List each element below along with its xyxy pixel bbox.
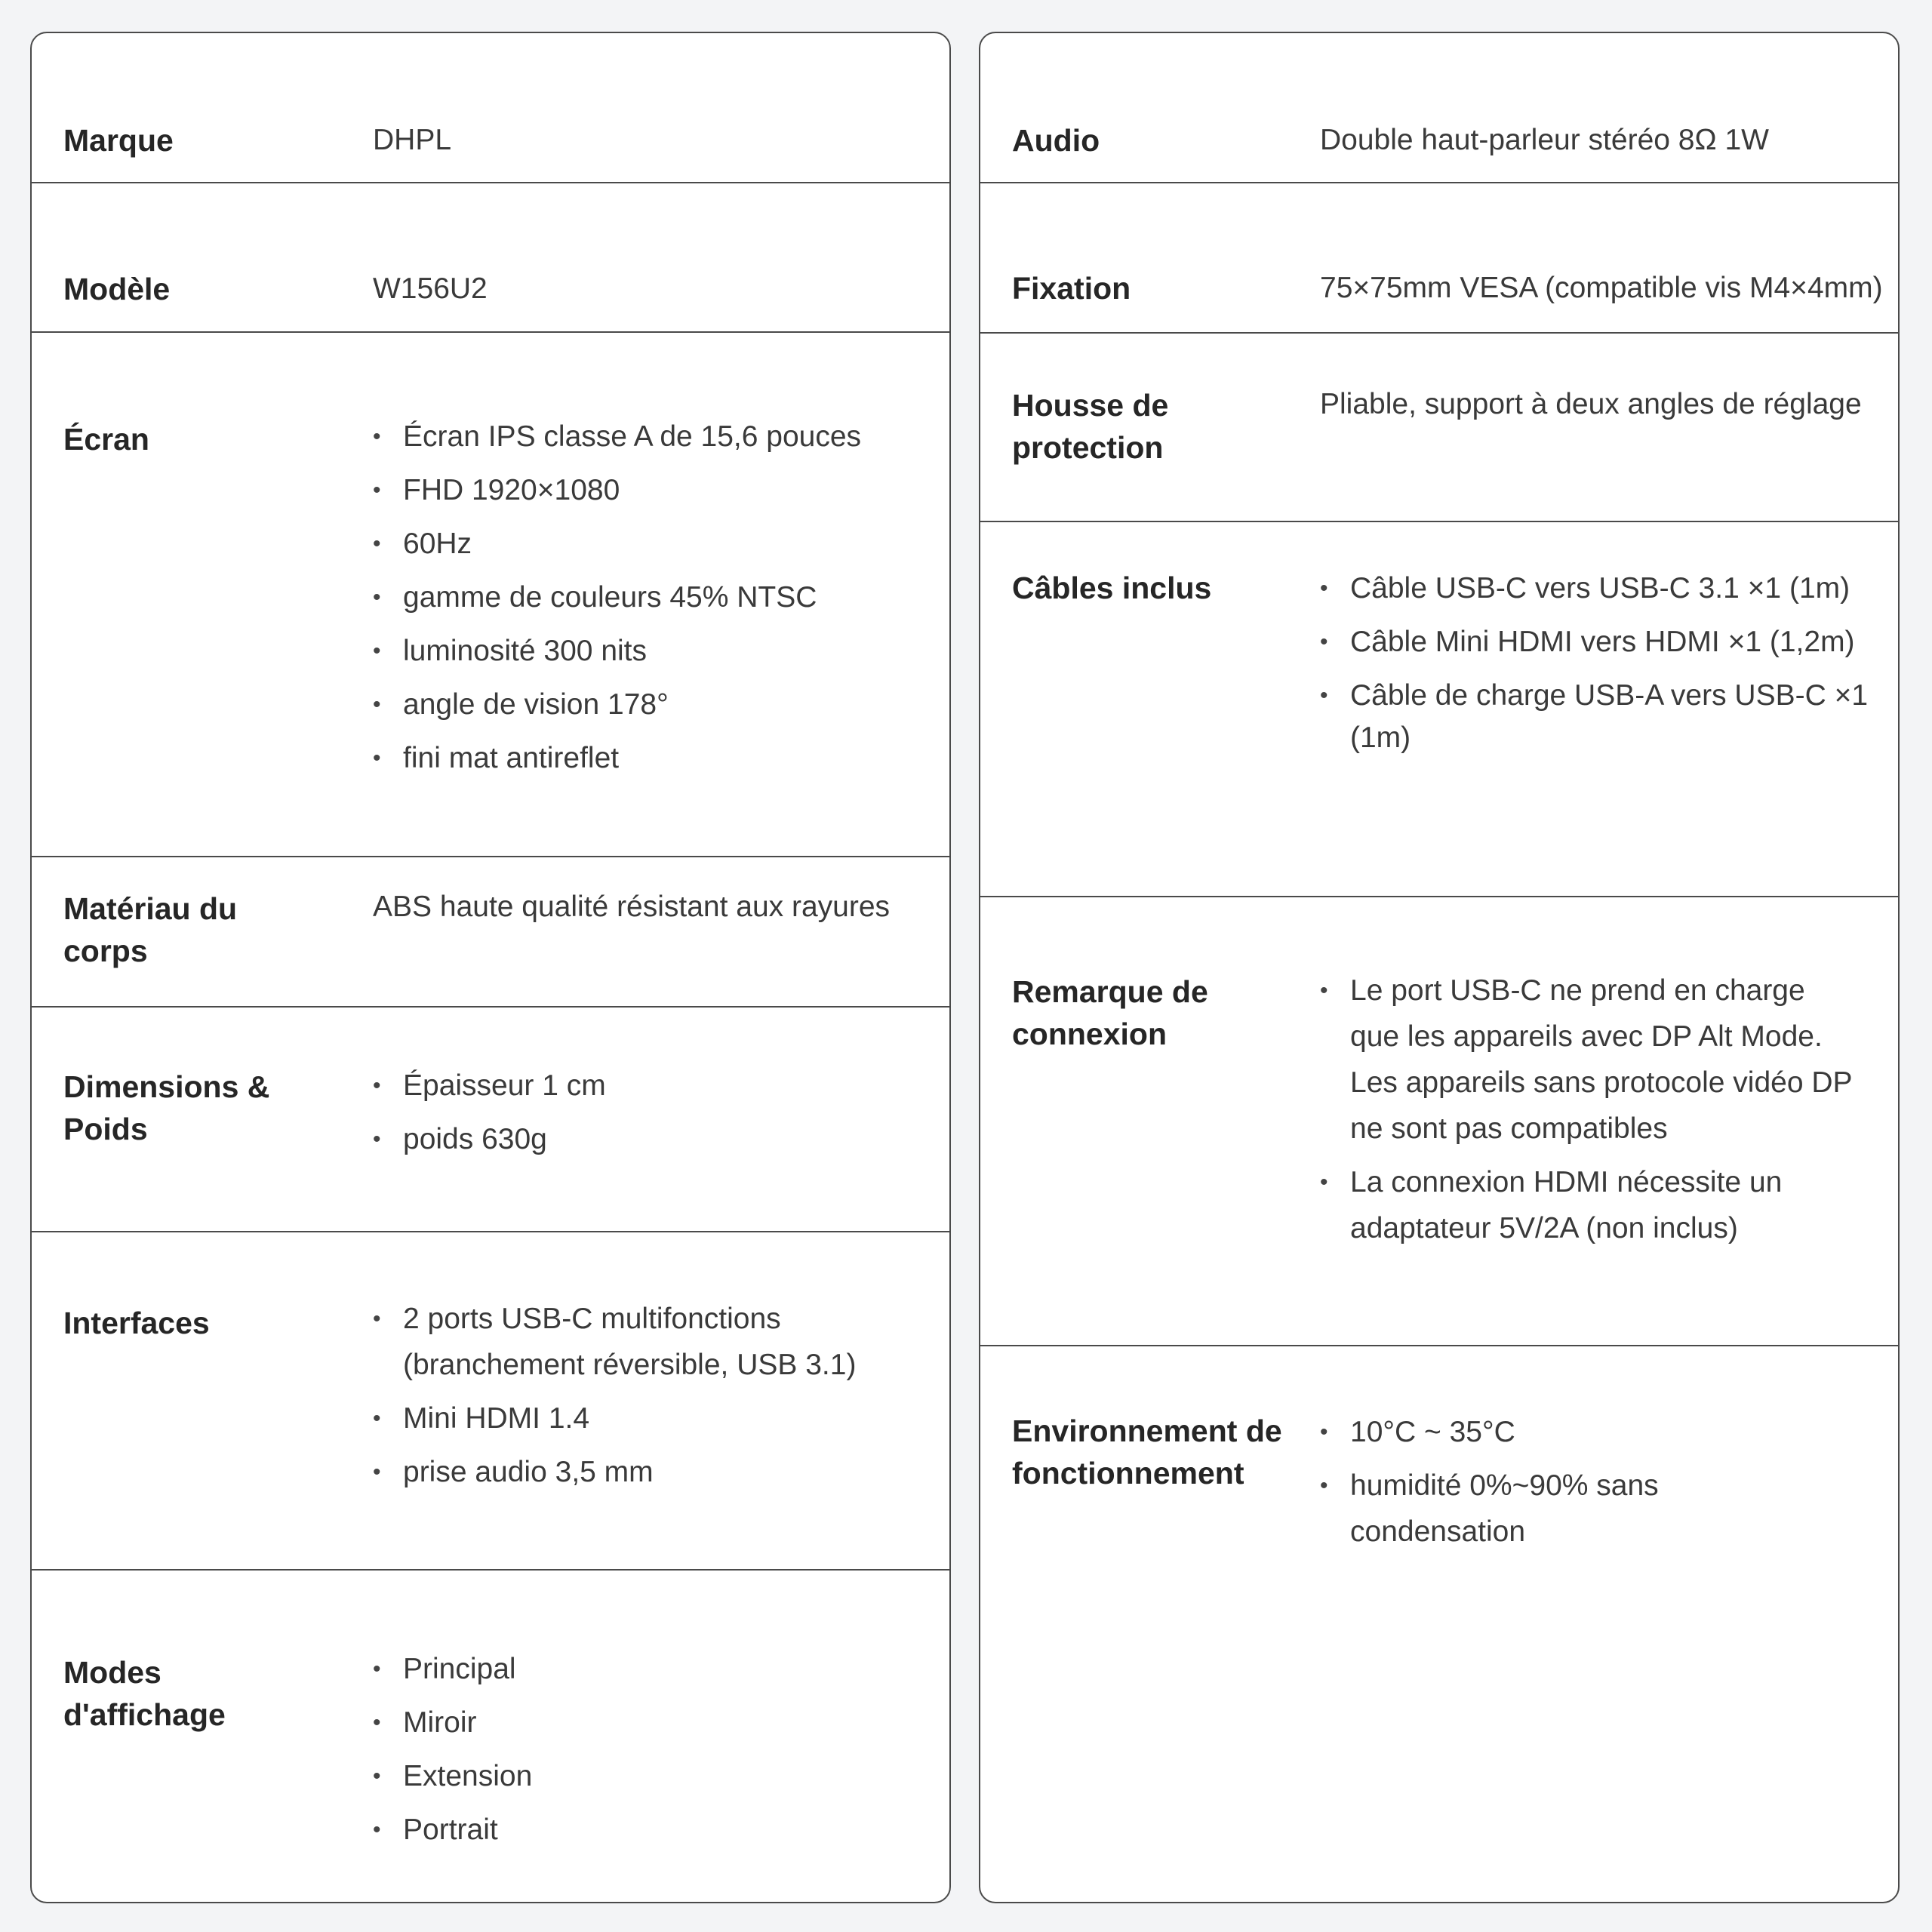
spec-row-remarque — [980, 897, 1898, 1346]
list-item: • 10°C ~ 35°C — [1320, 1409, 1717, 1455]
list-item: • La connexion HDMI nécessite un adaptateur 5V/2A (non inclus) — [1320, 1159, 1853, 1251]
spec-label: Modes d'affichage — [63, 1655, 226, 1732]
spec-row-fixation — [980, 183, 1898, 334]
spec-value-list — [1320, 1409, 1717, 1562]
list-item: • prise audio 3,5 mm — [373, 1449, 874, 1495]
spec-row-audio — [980, 33, 1898, 183]
list-item: • Câble de charge USB-A vers USB-C ×1 (1m) — [1320, 675, 1871, 759]
spec-label: Écran — [63, 422, 149, 457]
list-item: • 2 ports USB-C multifonctions (branchement réversible, USB 3.1) — [373, 1296, 874, 1388]
list-item: • poids 630g — [373, 1118, 934, 1161]
spec-table-left — [30, 32, 951, 1903]
spec-value: W156U2 — [373, 272, 488, 305]
spec-value-list — [1320, 968, 1853, 1259]
list-item: • fini mat antireflet — [373, 737, 934, 780]
list-item: • FHD 1920×1080 — [373, 469, 934, 512]
spec-label: Environnement de fonctionnement — [1012, 1414, 1282, 1491]
spec-value-list — [373, 1296, 874, 1503]
list-item: • Câble Mini HDMI vers HDMI ×1 (1,2m) — [1320, 621, 1871, 663]
spec-value-list — [373, 1065, 934, 1172]
spec-label: Fixation — [1012, 271, 1131, 306]
spec-value-list — [373, 416, 934, 791]
spec-value: 75×75mm VESA (compatible vis M4×4mm) — [1320, 272, 1883, 304]
spec-row-modele — [32, 183, 949, 333]
spec-row-materiau — [32, 857, 949, 1008]
list-item: • angle de vision 178° — [373, 684, 934, 726]
spec-row-marque — [32, 33, 949, 183]
spec-row-ecran — [32, 333, 949, 857]
spec-value-list — [373, 1648, 934, 1863]
list-item: • gamme de couleurs 45% NTSC — [373, 577, 934, 619]
spec-label: Housse de protection — [1012, 388, 1169, 465]
list-item: • Câble USB-C vers USB-C 3.1 ×1 (1m) — [1320, 568, 1871, 610]
list-item: • Miroir — [373, 1702, 934, 1744]
list-item: • Mini HDMI 1.4 — [373, 1395, 874, 1441]
spec-row-interfaces — [32, 1232, 949, 1571]
spec-value: Pliable, support à deux angles de réglage — [1320, 388, 1862, 420]
list-item: • Écran IPS classe A de 15,6 pouces — [373, 416, 934, 458]
spec-label: Audio — [1012, 123, 1100, 158]
spec-value: DHPL — [373, 124, 452, 156]
spec-label: Matériau du corps — [63, 891, 238, 968]
spec-row-environnement — [980, 1346, 1898, 1903]
spec-row-housse — [980, 334, 1898, 522]
spec-label: Marque — [63, 123, 174, 158]
list-item: • 60Hz — [373, 523, 934, 565]
list-item: • humidité 0%~90% sans condensation — [1320, 1463, 1717, 1555]
spec-value: Double haut-parleur stéréo 8Ω 1W — [1320, 124, 1769, 156]
spec-label: Dimensions & Poids — [63, 1069, 270, 1146]
spec-row-dimensions — [32, 1008, 949, 1232]
list-item: • Épaisseur 1 cm — [373, 1065, 934, 1107]
list-item: • Le port USB-C ne prend en charge que les appareils avec DP Alt Mode. Les appareils sans protocole vidéo DP ne sont pas compatibles — [1320, 968, 1853, 1152]
spec-label: Interfaces — [63, 1306, 210, 1340]
spec-label: Remarque de connexion — [1012, 974, 1208, 1051]
spec-row-cables — [980, 522, 1898, 897]
spec-label: Modèle — [63, 272, 171, 306]
list-item: • Extension — [373, 1755, 934, 1798]
spec-table-right — [979, 32, 1900, 1903]
list-item: • Portrait — [373, 1809, 934, 1851]
list-item: • luminosité 300 nits — [373, 630, 934, 672]
spec-label: Câbles inclus — [1012, 571, 1212, 605]
spec-value: ABS haute qualité résistant aux rayures — [373, 891, 891, 923]
spec-value-list — [1320, 568, 1871, 771]
spec-row-modes — [32, 1571, 949, 1903]
list-item: • Principal — [373, 1648, 934, 1690]
